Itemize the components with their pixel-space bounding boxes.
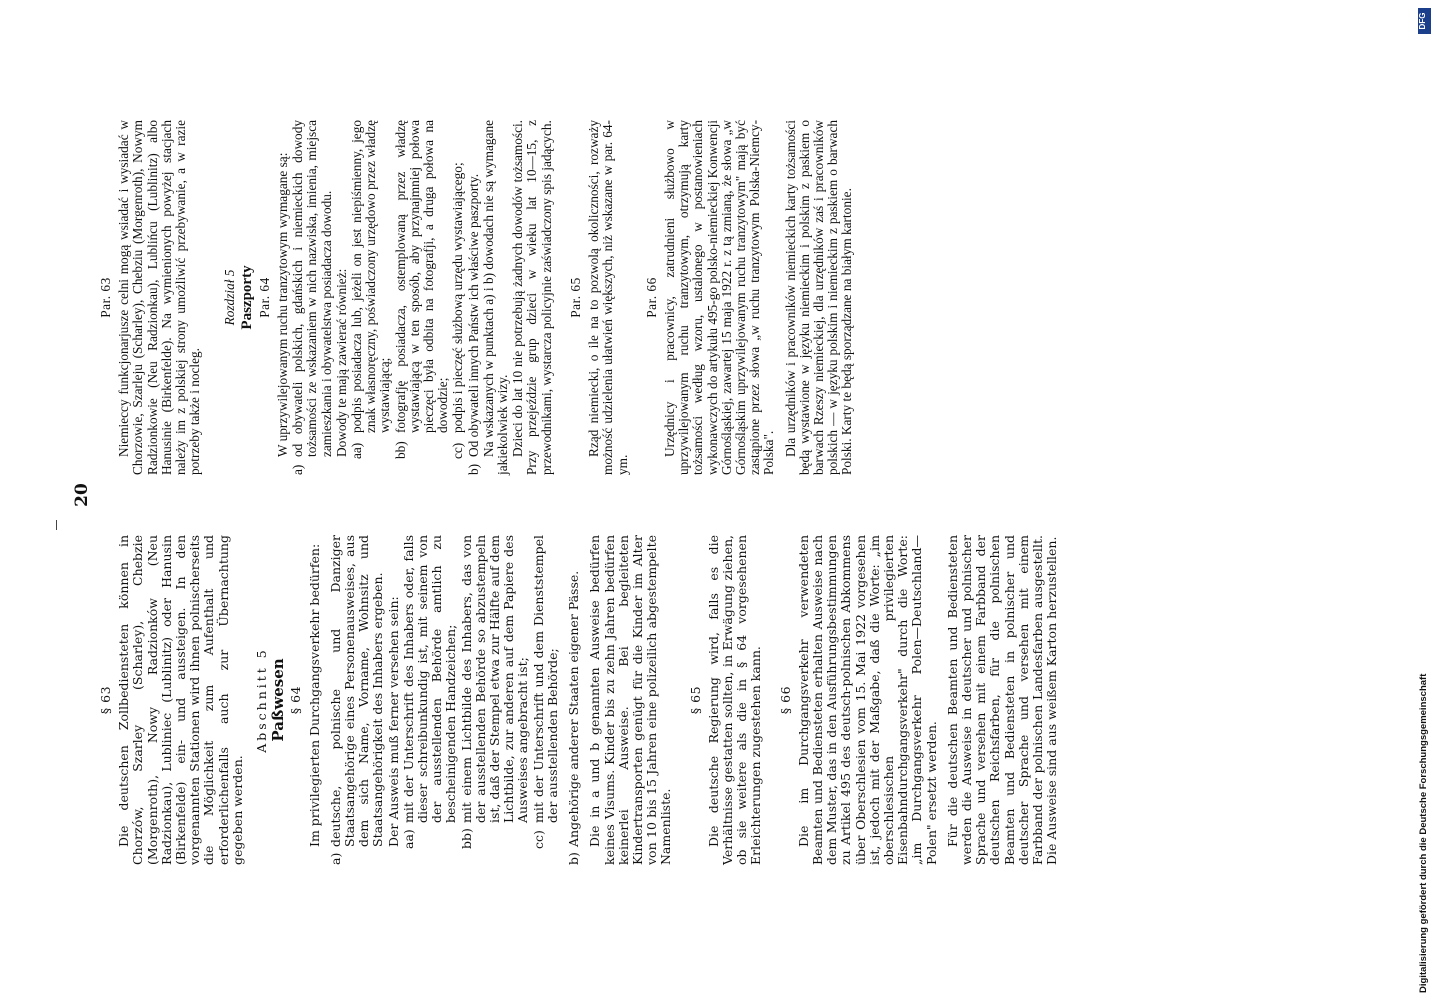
paragraph-text: Der Ausweis muß ferner versehen sein: <box>385 596 401 847</box>
list-text: mit der Unterschrift des Inhabers oder, falls dieser schreibunkundig ist, mit seinem von der ausstellenden Behörde amtlich zu bescheinigenden Handzeichen; <box>400 535 459 823</box>
paragraph-text: Die in a und b genannten Ausweise bedürfen keines Visums. Kinder bis zu zehn Jahren bedürfen keinerlei Ausweise. Bei begleiteten Kindertransporten genügt für die Kinder im Alter von 10 bis 15 Jahren eine polizeilich abgestempelte Namenliste. <box>587 535 674 865</box>
list-item <box>350 120 393 475</box>
list-label: aa) <box>400 829 416 849</box>
paragraph-heading: Par. 63 <box>98 277 113 318</box>
section-title: Paßwesen <box>269 658 288 742</box>
list-item <box>291 120 334 475</box>
paragraph-text: Na wskazanych w punktach a) i b) dowodach nie są wymagane jakiekolwiek wizy. <box>480 120 511 475</box>
list-item <box>402 535 459 865</box>
list-item <box>394 120 451 475</box>
list-text: Od obywateli innych Państw ich właściwe paszporty. <box>465 173 481 457</box>
list-item <box>567 535 581 865</box>
paragraph-text: Rząd niemiecki, o ile na to pozwolą okoliczności, rozważy możność udzielenia ułatwień większych, niż wskazane w par. 64-ym. <box>586 120 630 475</box>
paragraph-heading: § 63 <box>98 685 113 715</box>
list-item <box>467 120 481 475</box>
list-label: cc) <box>450 442 466 459</box>
paragraph-text: Die deutsche Regierung wird, falls es die Verhältnisse gestatten sollten, in Erwägung ziehen, ob sie weitere als die in § 64 vorgesehenen Erleichterungen zugestehen kann. <box>705 535 764 865</box>
german-column <box>95 535 1060 865</box>
list-label: bb) <box>458 828 474 849</box>
paragraph-heading: Par. 66 <box>643 277 659 318</box>
list-item <box>329 535 386 865</box>
polish-column <box>95 120 856 475</box>
funding-note-text: Digitalisierung gefördert durch die Deutsche Forschungsgemeinschaft <box>1418 673 1429 993</box>
list-item <box>532 535 560 865</box>
paragraph-heading: Par. 65 <box>567 277 583 318</box>
list-label: bb) <box>392 441 408 459</box>
list-label: a) <box>290 464 306 475</box>
dfg-logo <box>1418 8 1431 34</box>
dfg-logo-text: DFG <box>1418 12 1427 30</box>
section-label: Rozdział 5 <box>222 269 238 326</box>
paragraph-text: Für die deutschen Beamten und Bediensteten werden die Ausweise in deutscher und polnischer Sprache und versehen mit einem Farbband der deutschen Reichsfarben, für die polnischen Beamten und Bediensteten in polnischer und deutscher Sprache und versehen mit einem Farbband der polnischen Landesfarben ausgestellt. Die Ausweise sind aus weißem Karton herzustellen. <box>944 535 1060 865</box>
list-label: cc) <box>530 830 546 849</box>
funding-note <box>1418 398 1432 993</box>
section-title: Paszporty <box>238 265 255 330</box>
list-item <box>460 535 531 865</box>
paragraph-text: Im privilegierten Durchgangsverkehr bedürfen: <box>306 543 322 847</box>
paragraph-heading: Par. 64 <box>256 277 272 318</box>
paragraph-text: Die im Durchgangsverkehr verwendeten Beamten und Bediensteten erhalten Ausweise nach dem Muster, das in den Ausführungsbestimmungen zu Artikel 495 des deutsch-polnischen Abkommens über Oberschlesien vom 15. Mai 1922 vorgesehen ist, jedoch mit der Maßgabe, daß die Worte: „im oberschlesischen privilegierten Eisenbahndurchgangsverkehr" durch die Worte: „im Durchgangsverkehr Polen—Deutschland—Polen" ersetzt werden. <box>795 535 939 865</box>
list-label: b) <box>566 852 582 865</box>
paragraph-text: Dla urzędników i pracowników niemieckich karty tożsamości będą wystawione w języku niemieckim i polskim z paskiem o barwach Rzeszy niemieckiej, dla urzędników zaś i pracowników polskich — w języku polskim i niemieckim z paskiem o barwach Polski. Karty te będą sporządzane na białym kartonie. <box>782 120 855 475</box>
paragraph-text: Dowody te mają zawierać również: <box>333 268 349 457</box>
list-text: podpis posiadacza lub, jeżeli on jest niepiśmienny, jego znak własnoręczny, poświadczony urzędowo przez władzę wystawiającą; <box>349 120 393 433</box>
paragraph-heading: § 65 <box>687 685 703 715</box>
paragraph-text: Urzędnicy i pracownicy, zatrudnieni służbowo w uprzywilejowanym ruchu tranzytowym, otrzymują karty tożsamości według wzoru, ustalonego w postanowieniach wykonawczych do artykułu 495-go polsko-niemieckiej Konwencji Górnośląskiej, zawartej 15 maja 1922 r. z tą zmianą, że słowa „w Górnośląskim uprzywilejowanym ruchu tranzytowym" mają być zastąpione przez słowa „w ruchu tranzytowym Polska-Niemcy-Polska". <box>661 120 777 475</box>
list-label: a) <box>327 852 343 865</box>
list-text: mit der Unterschrift und dem Dienststempel der ausstellenden Behörde; <box>530 535 560 823</box>
list-text: mit einem Lichtbilde des Inhabers, das von der ausstellenden Behörde so abzustempeln ist, daß der Stempel etwa zur Hälfte auf dem Lichtbilde, zur anderen auf dem Papiere des Ausweises angebracht ist; <box>458 535 531 823</box>
page-number: 20 <box>72 483 92 507</box>
paragraph-heading: § 64 <box>288 685 304 715</box>
list-text: Angehörige anderer Staaten eigener Pässe. <box>566 570 582 847</box>
list-label: b) <box>465 463 481 475</box>
paragraph-text: Dzieci do lat 10 nie potrzebują żadnych dowodów tożsamości. Przy przejeździe grup dzieci w wieku lat 10—15, z przewodnikami, wystarcza policyjnie zaświadczony spis jadących. <box>510 120 554 475</box>
paragraph-heading: § 66 <box>777 685 793 715</box>
list-text: podpis i pieczęć służbową urzędu wystawiającego; <box>450 162 466 433</box>
section-label: Abschnitt 5 <box>254 647 270 753</box>
list-text: od obywateli polskich, gdańskich i niemieckich dowody tożsamości ze wskazaniem w nich nazwiska, imienia, miejsca zamieszkania i obywatelstwa posiadacza dowodu. <box>290 120 334 457</box>
paragraph-text: Niemieccy funkcjonarjusze celni mogą wsiadać i wysiadać w Chorzowie, Szarleju (Scharley), Chebziu (Morgenroth), Nowym Radzionkowie (Neu Radzionkau), Lublińcu (Lublinitz) albo Hanusinie (Birkenfelde). Na wymienionych powyżej stacjach należy im z polskiej strony umożliwić przebywanie, a w razie potrzeby także i nocleg. <box>116 120 203 475</box>
list-item <box>451 120 465 475</box>
page-number-dash <box>56 520 57 530</box>
paragraph-text: W uprzywilejowanym ruchu tranzytowym wymagane są: <box>275 152 291 457</box>
paragraph-text: Die deutschen Zollbediensteten können in Chorzów, Szarley (Scharley), Chebzie (Morgenroth), Nowy Radzionków (Neu Radzionkau), Lubliniec (Lublinitz) oder Hanusin (Birkenfelde) ein- und aussteigen. In den vorgenannten Stationen wird ihnen polnischerseits die Möglichkeit zum Aufenthalt und erforderlichenfalls auch zur Übernachtung gegeben werden. <box>116 535 245 865</box>
list-label: aa) <box>349 442 365 459</box>
list-text: fotografję posiadacza, ostemplowaną przez władzę wystawiającą w ten sposób, aby przynajmniej połowa pieczęci była odbita na fotografji, a druga połowa na dowodzie; <box>392 120 451 433</box>
list-text: deutsche, polnische und Danziger Staatsangehörige eines Personenausweises, aus dem sich Name, Vorname, Wohnsitz und Staatsangehörigkeit des Inhabers ergeben. <box>327 535 386 847</box>
